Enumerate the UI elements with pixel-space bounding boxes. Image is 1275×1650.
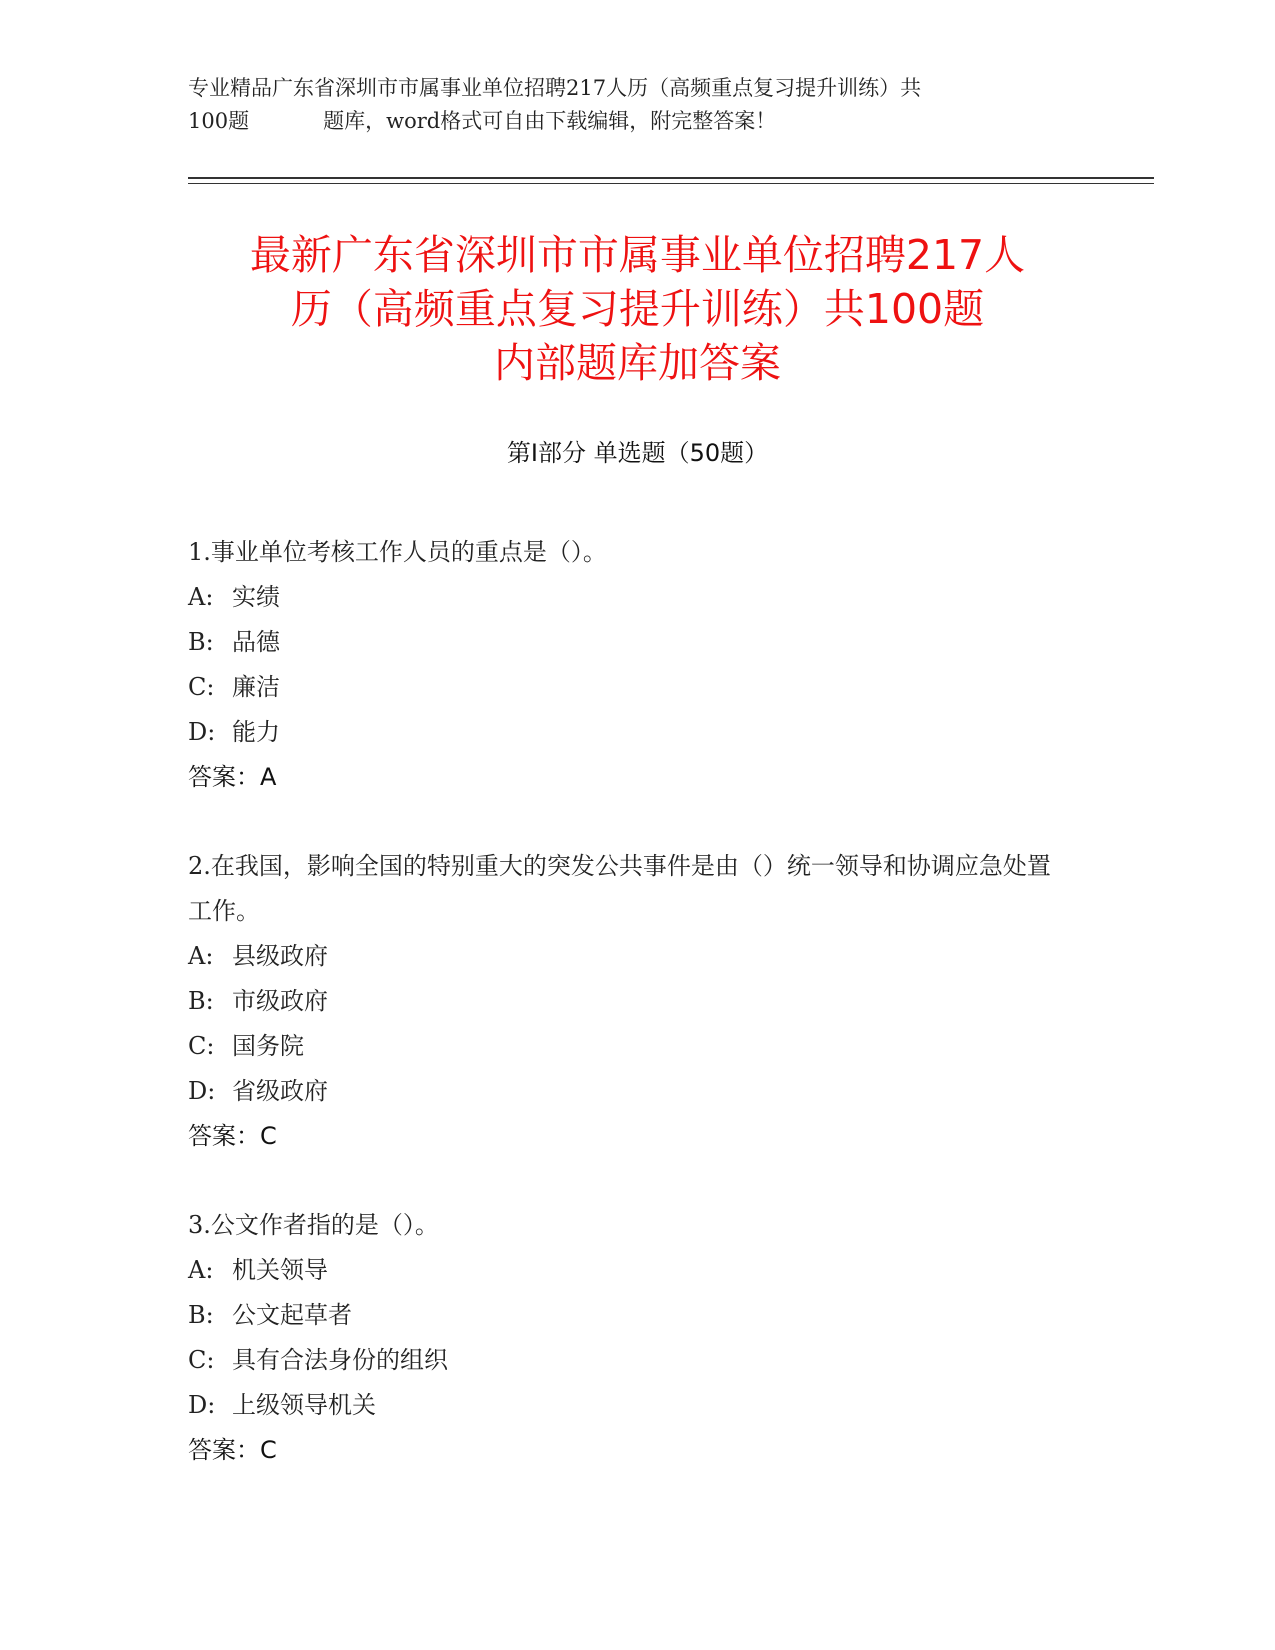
- header-divider-thin: [188, 183, 1154, 184]
- question-3: [188, 1203, 1068, 1473]
- question-stem: 2.在我国，影响全国的特别重大的突发公共事件是由（）统一领导和协调应急处置工作。: [188, 852, 1051, 925]
- option-text: 具有合法身份的组织: [232, 1346, 448, 1374]
- option-letter: B:: [188, 628, 214, 656]
- option-a: [188, 934, 1068, 979]
- option-b: [188, 1293, 1068, 1338]
- option-letter: B:: [188, 1301, 214, 1329]
- option-text: 县级政府: [232, 942, 328, 970]
- answer-line: 答案：C: [188, 1436, 277, 1464]
- header-divider-thick: [188, 177, 1154, 179]
- option-text: 公文起草者: [232, 1301, 352, 1329]
- option-text: 品德: [232, 628, 280, 656]
- title-line-1: 最新广东省深圳市市属事业单位招聘217人: [249, 231, 1026, 279]
- question-stem: 3.公文作者指的是（）。: [188, 1211, 439, 1239]
- option-text: 国务院: [232, 1032, 304, 1060]
- option-text: 廉洁: [232, 673, 280, 701]
- header-line-1: 专业精品广东省深圳市市属事业单位招聘217人历（高频重点复习提升训练）共: [188, 76, 922, 100]
- option-letter: B:: [188, 987, 214, 1015]
- option-d: [188, 1383, 1068, 1428]
- option-letter: A:: [188, 942, 214, 970]
- option-c: [188, 1338, 1068, 1383]
- option-a: [188, 1248, 1068, 1293]
- option-letter: D:: [188, 718, 216, 746]
- document-title: [150, 228, 1125, 390]
- option-text: 上级领导机关: [232, 1391, 376, 1419]
- title-line-2: 历（高频重点复习提升训练）共100题: [290, 285, 985, 333]
- answer-line: 答案：C: [188, 1122, 277, 1150]
- option-a: [188, 575, 1068, 620]
- option-letter: A:: [188, 1256, 214, 1284]
- question-2: [188, 844, 1068, 1159]
- question-list: [188, 530, 1068, 1517]
- option-c: [188, 665, 1068, 710]
- option-letter: A:: [188, 583, 214, 611]
- option-letter: C:: [188, 1346, 215, 1374]
- section-title: 第I部分 单选题（50题）: [506, 439, 769, 467]
- option-text: 实绩: [232, 583, 280, 611]
- title-line-3: 内部题库加答案: [494, 339, 781, 387]
- answer-line: 答案：A: [188, 763, 277, 791]
- option-letter: D:: [188, 1077, 216, 1105]
- option-b: [188, 620, 1068, 665]
- option-text: 机关领导: [232, 1256, 328, 1284]
- option-c: [188, 1024, 1068, 1069]
- header-count: 100题: [188, 109, 250, 133]
- option-text: 省级政府: [232, 1077, 328, 1105]
- option-d: [188, 1069, 1068, 1114]
- option-text: 能力: [232, 718, 280, 746]
- page-header: [188, 72, 1088, 138]
- header-line-2: [188, 105, 1088, 138]
- option-letter: C:: [188, 673, 215, 701]
- option-b: [188, 979, 1068, 1024]
- option-letter: C:: [188, 1032, 215, 1060]
- question-1: [188, 530, 1068, 800]
- question-stem: 1.事业单位考核工作人员的重点是（）。: [188, 538, 607, 566]
- option-d: [188, 710, 1068, 755]
- header-description: 题库，word格式可自由下载编辑，附完整答案！: [323, 109, 777, 133]
- option-letter: D:: [188, 1391, 216, 1419]
- option-text: 市级政府: [232, 987, 328, 1015]
